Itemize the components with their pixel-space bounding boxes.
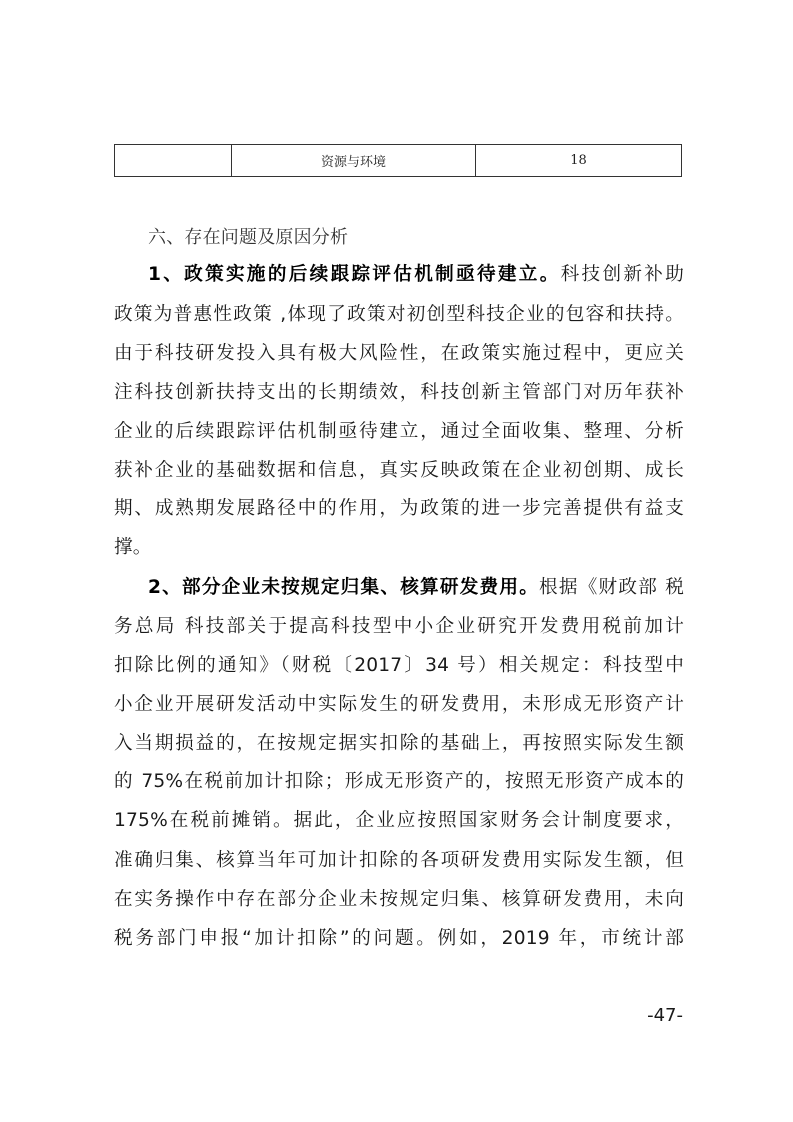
para1-line-4: 注科技创新扶持支出的长期绩效，科技创新主管部门对历年获补: [114, 382, 684, 403]
para2-line-6: 的 75%在税前加计扣除；形成无形资产的，按照无形资产成本的: [114, 771, 684, 792]
para1-line-5: 企业的后续跟踪评估机制亟待建立，通过全面收集、整理、分析: [114, 421, 684, 442]
para1-bold-title: 1、政策实施的后续跟踪评估机制亟待建立。: [148, 264, 561, 285]
para1-line-1: [148, 263, 684, 287]
para2-bold-title: 2、部分企业未按规定归集、核算研发费用。: [148, 577, 540, 598]
para2-line-4: 小企业开展研发活动中实际发生的研发费用，未形成无形资产计: [114, 694, 684, 715]
table-cell-count: 18: [570, 153, 587, 168]
para2-line-10: 税务部门申报“加计扣除”的问题。例如，2019 年，市统计部: [114, 928, 684, 949]
section-heading: 六、存在问题及原因分析: [148, 227, 349, 248]
para2-line-3: 扣除比例的通知》（财税〔2017〕34 号）相关规定：科技型中: [114, 655, 684, 676]
page-number: -47-: [647, 1005, 683, 1026]
para1-line-7: 期、成熟期发展路径中的作用，为政策的进一步完善提供有益支: [114, 498, 684, 519]
para2-text: 根据《财政部 税: [539, 577, 684, 598]
para1-line-8: 撑。: [114, 537, 152, 558]
para1-line-2: 政策为普惠性政策 ,体现了政策对初创型科技企业的包容和扶持。: [114, 304, 684, 325]
data-table-row: [114, 144, 682, 177]
para1-line-3: 由于科技研发投入具有极大风险性，在政策实施过程中，更应关: [114, 343, 684, 364]
para2-line-9: 在实务操作中存在部分企业未按规定归集、核算研发费用，未向: [114, 889, 684, 910]
para2-line-8: 准确归集、核算当年可加计扣除的各项研发费用实际发生额，但: [114, 850, 684, 871]
para2-line-1: [148, 576, 684, 600]
table-cell-empty: [115, 145, 232, 176]
para2-line-7: 175%在税前摊销。据此，企业应按照国家财务会计制度要求，: [114, 810, 684, 831]
para1-text: 科技创新补助: [560, 264, 684, 285]
para1-line-6: 获补企业的基础数据和信息，真实反映政策在企业初创期、成长: [114, 460, 684, 481]
para2-line-5: 入当期损益的，在按规定据实扣除的基础上，再按照实际发生额: [114, 733, 684, 754]
para2-line-2: 务总局 科技部关于提高科技型中小企业研究开发费用税前加计: [114, 616, 684, 637]
table-cell-category: 资源与环境: [232, 145, 476, 176]
